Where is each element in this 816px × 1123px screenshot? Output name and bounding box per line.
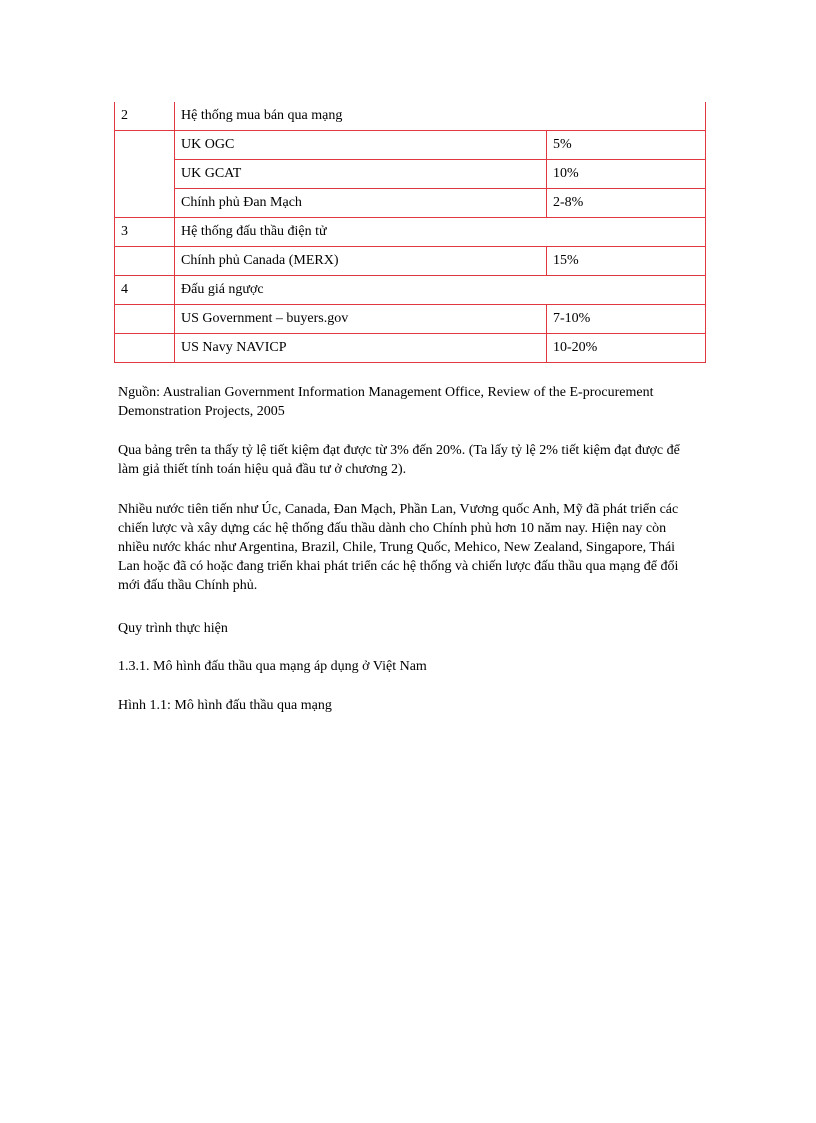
system-name: Chính phủ Đan Mạch [175,189,547,218]
savings-rate: 7-10% [547,305,706,334]
savings-rate: 10% [547,160,706,189]
table-row [115,102,706,131]
table-row [115,334,706,363]
group-label: Hệ thống đấu thầu điện tử [175,218,706,247]
row-number: 2 [115,102,175,131]
summary-paragraph: Qua bảng trên ta thấy tỷ lệ tiết kiệm đạt được từ 3% đến 20%. (Ta lấy tỷ lệ 2% tiết kiệm đạt được để làm giả thiết tính toán hiệu quả đầu tư ở chương 2). [118,443,680,477]
system-name: UK OGC [175,131,547,160]
row-number-empty [115,305,175,334]
table-row [115,305,706,334]
savings-rate: 2-8% [547,189,706,218]
table-row [115,218,706,247]
savings-rate: 10-20% [547,334,706,363]
row-number-empty [115,247,175,276]
system-name: UK GCAT [175,160,547,189]
system-name: US Navy NAVICP [175,334,547,363]
section-heading: 1.3.1. Mô hình đấu thầu qua mạng áp dụng ở Việt Nam [118,659,427,674]
countries-paragraph: Nhiều nước tiên tiến như Úc, Canada, Đan Mạch, Phần Lan, Vương quốc Anh, Mỹ đã phát triển các chiến lược và xây dựng các hệ thống đấu thầu dành cho Chính phủ hơn 10 năm nay. Hiện nay còn nhiều nước khác như Argentina, Brazil, Chile, Trung Quốc, Mehico, New Zealand, Singapore, Thái Lan hoặc đã có hoặc đang triển khai phát triển các hệ thống và chiến lược đấu thầu qua mạng để đổi mới đấu thầu Chính phủ. [118,502,679,593]
savings-rate: 15% [547,247,706,276]
table-row [115,131,706,160]
table-row [115,160,706,189]
savings-table [114,102,706,363]
source-note: Nguồn: Australian Government Information Management Office, Review of the E-procurement Demonstration Projects, 2005 [118,385,654,419]
row-number: 4 [115,276,175,305]
table-row [115,276,706,305]
row-number-empty [115,334,175,363]
row-number-empty [115,131,175,218]
row-number: 3 [115,218,175,247]
process-heading: Quy trình thực hiện [118,621,228,636]
table-row [115,247,706,276]
savings-rate: 5% [547,131,706,160]
system-name: Chính phủ Canada (MERX) [175,247,547,276]
figure-caption: Hình 1.1: Mô hình đấu thầu qua mạng [118,698,332,713]
group-label: Đấu giá ngược [175,276,706,305]
table-row [115,189,706,218]
group-label: Hệ thống mua bán qua mạng [175,102,706,131]
system-name: US Government – buyers.gov [175,305,547,334]
